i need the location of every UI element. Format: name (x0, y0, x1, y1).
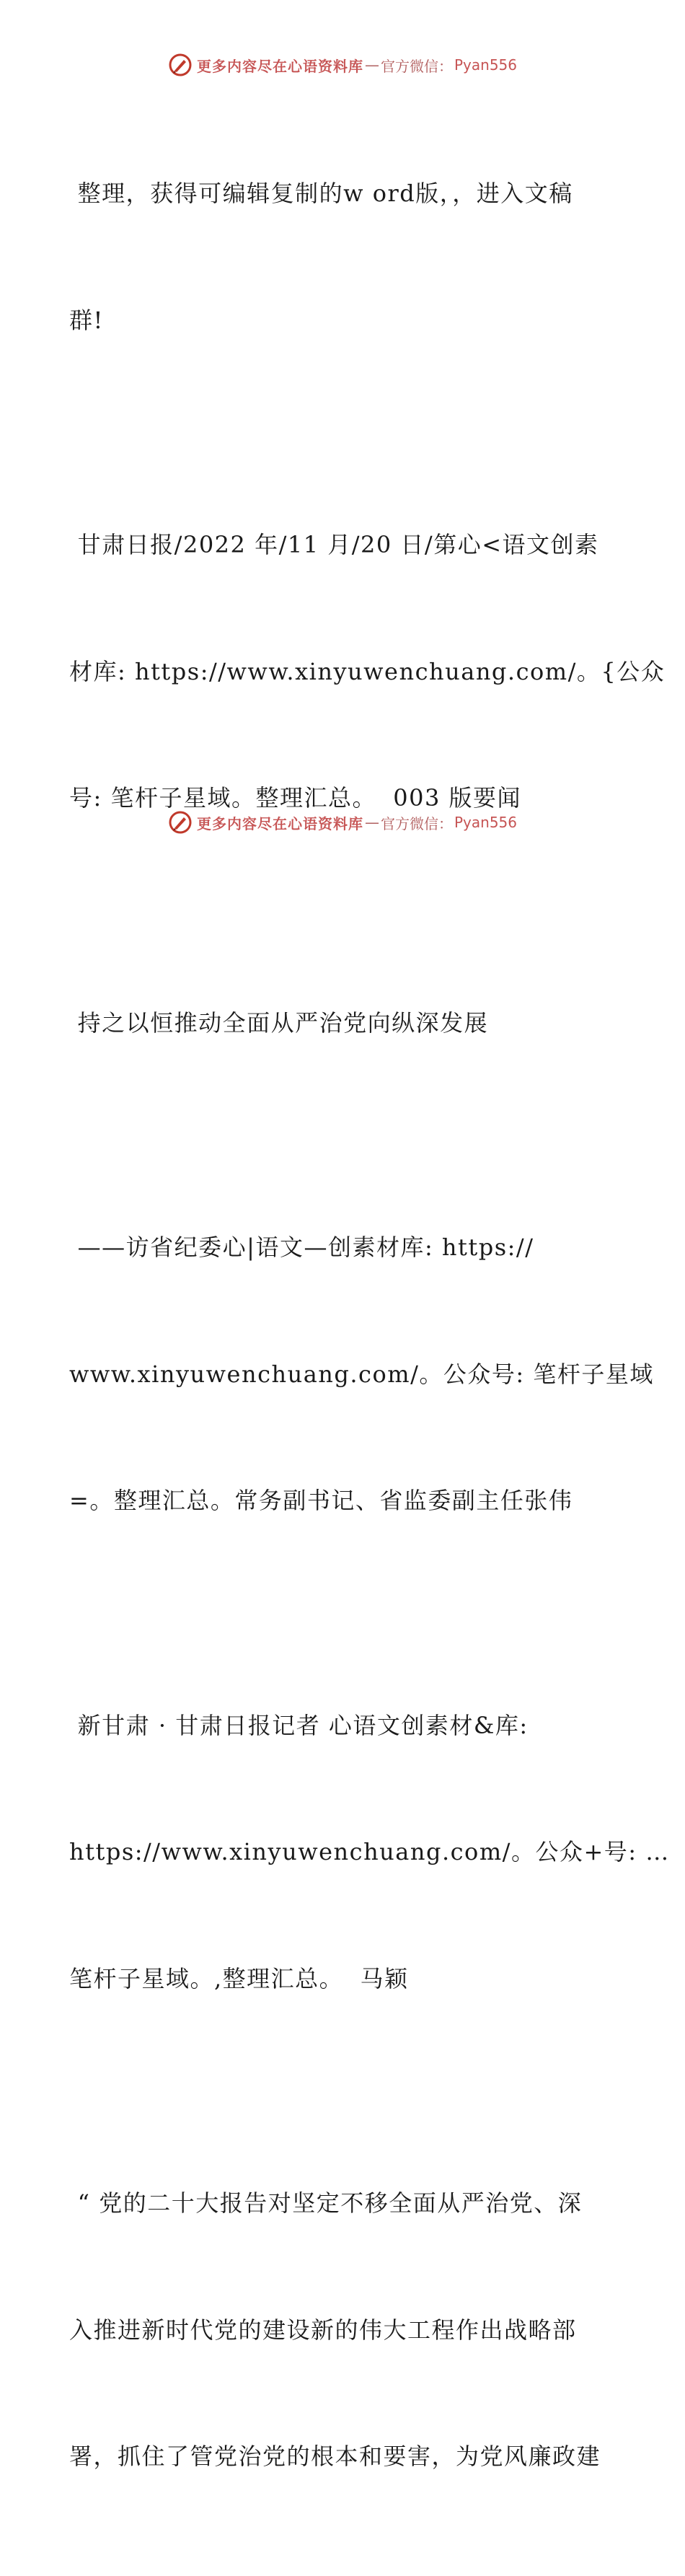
text-line: 材库: https://www.xinyuwenchuang.com/。{公众 (69, 657, 666, 685)
watermark-dash: — (364, 56, 379, 74)
watermark-dash: — (364, 814, 379, 831)
text-line: 整理，获得可编辑复制的w ord版，，进入文稿 (69, 180, 573, 207)
pen-logo-icon (168, 53, 193, 77)
watermark-sub-text: 官方微信： (380, 57, 453, 75)
watermark-sub-text: 官方微信： (380, 814, 453, 832)
watermark-main-text: 更多内容尽在心语资料库 (196, 57, 363, 75)
paragraph (69, 88, 617, 426)
text-line: 持之以恒推动全面从严治党向纵深发展 (69, 1008, 489, 1037)
watermark-main-text: 更多内容尽在心语资料库 (196, 814, 363, 832)
text-line: 新甘肃 · 甘肃日报记者 心语文创素材&库: (69, 1711, 529, 1739)
text-line: https://www.xinyuwenchuang.com/。公众+号: … (69, 1838, 670, 1865)
paragraph (69, 2098, 617, 2562)
footer-watermark (0, 808, 685, 837)
watermark-wechat-id: Pyan556 (454, 814, 517, 831)
article-title (69, 918, 617, 1129)
pen-logo-icon (168, 810, 193, 835)
text-line: ——访省纪委心|语文—创素材库: https:// (69, 1234, 534, 1261)
text-line: “ 党的二十大报告对坚定不移全面从严治党、深 (69, 2189, 583, 2217)
text-line: 署，抓住了管党治党的根本和要害，为党风廉政建 (69, 2443, 601, 2470)
text-line: 群! (69, 306, 104, 334)
text-line: www.xinyuwenchuang.com/。公众号: 笔杆子星域 (69, 1360, 654, 1388)
text-line: 笔杆子星域。,整理汇总。 马颖 (69, 1964, 409, 1992)
text-line: 号: 笔杆子星域。整理汇总。 003 版要闻 (69, 784, 522, 812)
header-watermark (0, 50, 685, 79)
document-body (69, 88, 670, 2576)
text-line: 甘肃日报/2022 年/11 月/20 日/第心<语文创素 (69, 531, 599, 558)
watermark-wechat-id: Pyan556 (454, 56, 517, 74)
text-line: 入推进新时代党的建设新的伟大工程作出战略部 (69, 2316, 577, 2344)
text-line: =。整理汇总。常务副书记、省监委副主任张伟 (69, 1487, 573, 1514)
paragraph (69, 1142, 654, 1606)
paragraph (69, 1620, 670, 2085)
